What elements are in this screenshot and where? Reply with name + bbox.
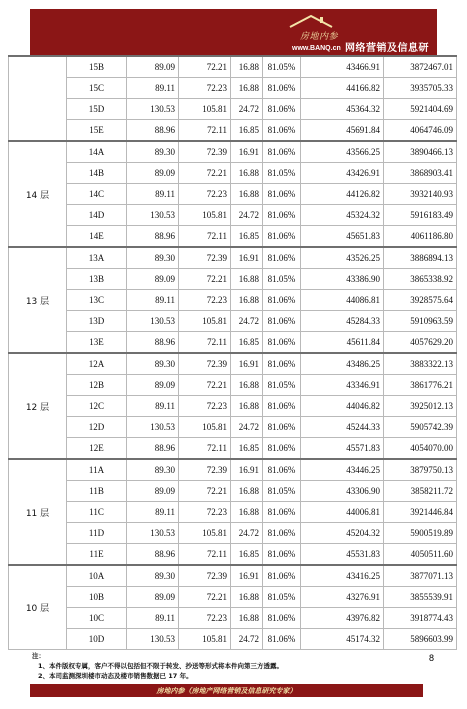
unit-price-cell: 45284.33 <box>301 311 384 332</box>
unit-cell: 12A <box>67 353 127 375</box>
unit-price-cell: 43416.25 <box>301 565 384 587</box>
unit-price-cell: 44006.81 <box>301 502 384 523</box>
table-row <box>9 56 457 78</box>
header-banner <box>30 9 437 55</box>
floor-label: 12 层 <box>9 353 67 459</box>
unit-price-cell: 45364.32 <box>301 99 384 120</box>
area-cell: 89.09 <box>127 163 179 184</box>
total-price-cell: 5921404.69 <box>384 99 457 120</box>
unit-price-cell: 45691.84 <box>301 120 384 142</box>
usable-area-cell: 72.39 <box>179 141 231 163</box>
unit-price-cell: 43486.25 <box>301 353 384 375</box>
usable-area-cell: 72.23 <box>179 184 231 205</box>
floor-label: 11 层 <box>9 459 67 565</box>
logo-text: 房地内参 <box>300 31 339 41</box>
unit-cell: 15C <box>67 78 127 99</box>
table-row <box>9 459 457 481</box>
table-row <box>9 120 457 142</box>
notes-section <box>30 651 423 685</box>
usable-area-cell: 72.11 <box>179 226 231 248</box>
table-row <box>9 205 457 226</box>
usable-area-cell: 72.21 <box>179 163 231 184</box>
unit-price-table <box>8 55 457 650</box>
unit-price-cell: 43466.91 <box>301 56 384 78</box>
area-cell: 89.30 <box>127 353 179 375</box>
ratio-cell: 81.05% <box>263 56 301 78</box>
shared-area-cell: 16.91 <box>231 565 263 587</box>
unit-cell: 14A <box>67 141 127 163</box>
area-cell: 89.11 <box>127 608 179 629</box>
ratio-cell: 81.06% <box>263 438 301 460</box>
shared-area-cell: 24.72 <box>231 99 263 120</box>
table-row <box>9 247 457 269</box>
table-row <box>9 269 457 290</box>
unit-cell: 11A <box>67 459 127 481</box>
unit-cell: 11D <box>67 523 127 544</box>
unit-price-cell: 45244.33 <box>301 417 384 438</box>
total-price-cell: 3883322.13 <box>384 353 457 375</box>
area-cell: 89.30 <box>127 565 179 587</box>
total-price-cell: 3855539.91 <box>384 587 457 608</box>
banner-title: 网络营销及信息研 <box>345 43 429 54</box>
shared-area-cell: 16.88 <box>231 608 263 629</box>
ratio-cell: 81.05% <box>263 481 301 502</box>
shared-area-cell: 16.91 <box>231 459 263 481</box>
floor-label: 13 层 <box>9 247 67 353</box>
area-cell: 88.96 <box>127 438 179 460</box>
unit-cell: 10B <box>67 587 127 608</box>
ratio-cell: 81.06% <box>263 226 301 248</box>
unit-price-cell: 45611.84 <box>301 332 384 354</box>
usable-area-cell: 72.39 <box>179 459 231 481</box>
shared-area-cell: 16.85 <box>231 332 263 354</box>
total-price-cell: 5905742.39 <box>384 417 457 438</box>
unit-cell: 13A <box>67 247 127 269</box>
total-price-cell: 3890466.13 <box>384 141 457 163</box>
usable-area-cell: 105.81 <box>179 311 231 332</box>
shared-area-cell: 24.72 <box>231 205 263 226</box>
page-number: 8 <box>429 653 435 663</box>
unit-price-cell: 45651.83 <box>301 226 384 248</box>
ratio-cell: 81.06% <box>263 332 301 354</box>
ratio-cell: 81.06% <box>263 459 301 481</box>
area-cell: 89.11 <box>127 396 179 417</box>
total-price-cell: 3858211.72 <box>384 481 457 502</box>
unit-cell: 15E <box>67 120 127 142</box>
total-price-cell: 3879750.13 <box>384 459 457 481</box>
area-cell: 130.53 <box>127 205 179 226</box>
shared-area-cell: 16.85 <box>231 438 263 460</box>
ratio-cell: 81.05% <box>263 269 301 290</box>
shared-area-cell: 16.88 <box>231 56 263 78</box>
table-row <box>9 141 457 163</box>
ratio-cell: 81.06% <box>263 544 301 566</box>
shared-area-cell: 16.85 <box>231 120 263 142</box>
shared-area-cell: 16.88 <box>231 396 263 417</box>
ratio-cell: 81.06% <box>263 290 301 311</box>
area-cell: 88.96 <box>127 120 179 142</box>
usable-area-cell: 72.21 <box>179 481 231 502</box>
ratio-cell: 81.06% <box>263 247 301 269</box>
usable-area-cell: 72.23 <box>179 396 231 417</box>
usable-area-cell: 72.23 <box>179 608 231 629</box>
unit-cell: 10D <box>67 629 127 650</box>
data-table-container <box>8 55 456 647</box>
total-price-cell: 5900519.89 <box>384 523 457 544</box>
unit-cell: 10A <box>67 565 127 587</box>
shared-area-cell: 16.88 <box>231 290 263 311</box>
footer-banner: 房地内参（房地产网络营销及信息研究专家） <box>30 684 423 697</box>
shared-area-cell: 16.88 <box>231 375 263 396</box>
ratio-cell: 81.06% <box>263 120 301 142</box>
area-cell: 89.09 <box>127 269 179 290</box>
shared-area-cell: 16.88 <box>231 481 263 502</box>
unit-price-cell: 43276.91 <box>301 587 384 608</box>
table-row <box>9 565 457 587</box>
total-price-cell: 3877071.13 <box>384 565 457 587</box>
table-row <box>9 629 457 650</box>
table-row <box>9 502 457 523</box>
unit-cell: 14C <box>67 184 127 205</box>
table-row <box>9 184 457 205</box>
area-cell: 89.09 <box>127 587 179 608</box>
total-price-cell: 3921446.84 <box>384 502 457 523</box>
unit-price-cell: 43426.91 <box>301 163 384 184</box>
unit-price-cell: 44166.82 <box>301 78 384 99</box>
note-line-2: 2、本司监测深圳楼市动态及楼市销售数据已 17 年。 <box>38 672 193 680</box>
shared-area-cell: 24.72 <box>231 311 263 332</box>
ratio-cell: 81.06% <box>263 205 301 226</box>
unit-cell: 13C <box>67 290 127 311</box>
unit-price-cell: 43306.90 <box>301 481 384 502</box>
total-price-cell: 3872467.01 <box>384 56 457 78</box>
area-cell: 130.53 <box>127 417 179 438</box>
ratio-cell: 81.05% <box>263 163 301 184</box>
table-row <box>9 78 457 99</box>
area-cell: 89.09 <box>127 56 179 78</box>
table-row <box>9 608 457 629</box>
table-row <box>9 311 457 332</box>
unit-price-cell: 45531.83 <box>301 544 384 566</box>
table-row <box>9 523 457 544</box>
table-row <box>9 99 457 120</box>
ratio-cell: 81.06% <box>263 184 301 205</box>
unit-cell: 15D <box>67 99 127 120</box>
shared-area-cell: 16.88 <box>231 163 263 184</box>
total-price-cell: 5910963.59 <box>384 311 457 332</box>
ratio-cell: 81.06% <box>263 523 301 544</box>
area-cell: 89.11 <box>127 290 179 311</box>
ratio-cell: 81.05% <box>263 587 301 608</box>
note-line-1: 1、本件版权专属，客户不得以包括但不限于转发、抄送等形式将本件向第三方透露。 <box>38 662 284 670</box>
floor-label: 14 层 <box>9 141 67 247</box>
usable-area-cell: 72.21 <box>179 269 231 290</box>
shared-area-cell: 16.91 <box>231 141 263 163</box>
usable-area-cell: 72.21 <box>179 587 231 608</box>
floor-label <box>9 56 67 141</box>
ratio-cell: 81.06% <box>263 353 301 375</box>
usable-area-cell: 72.23 <box>179 78 231 99</box>
usable-area-cell: 72.21 <box>179 56 231 78</box>
total-price-cell: 3935705.33 <box>384 78 457 99</box>
total-price-cell: 3886894.13 <box>384 247 457 269</box>
area-cell: 89.09 <box>127 375 179 396</box>
table-row <box>9 438 457 460</box>
shared-area-cell: 16.88 <box>231 502 263 523</box>
usable-area-cell: 105.81 <box>179 99 231 120</box>
usable-area-cell: 72.11 <box>179 332 231 354</box>
unit-price-cell: 44086.81 <box>301 290 384 311</box>
table-row <box>9 481 457 502</box>
total-price-cell: 4057629.20 <box>384 332 457 354</box>
table-row <box>9 290 457 311</box>
ratio-cell: 81.06% <box>263 396 301 417</box>
unit-cell: 13B <box>67 269 127 290</box>
area-cell: 130.53 <box>127 629 179 650</box>
ratio-cell: 81.06% <box>263 78 301 99</box>
unit-price-cell: 45571.83 <box>301 438 384 460</box>
usable-area-cell: 105.81 <box>179 417 231 438</box>
shared-area-cell: 16.91 <box>231 247 263 269</box>
area-cell: 89.11 <box>127 78 179 99</box>
total-price-cell: 3918774.43 <box>384 608 457 629</box>
total-price-cell: 3925012.13 <box>384 396 457 417</box>
unit-price-cell: 44126.82 <box>301 184 384 205</box>
total-price-cell: 3861776.21 <box>384 375 457 396</box>
table-row <box>9 587 457 608</box>
usable-area-cell: 72.23 <box>179 290 231 311</box>
ratio-cell: 81.06% <box>263 141 301 163</box>
shared-area-cell: 16.85 <box>231 226 263 248</box>
usable-area-cell: 72.11 <box>179 438 231 460</box>
area-cell: 89.30 <box>127 459 179 481</box>
usable-area-cell: 72.11 <box>179 544 231 566</box>
total-price-cell: 4050511.60 <box>384 544 457 566</box>
unit-cell: 14E <box>67 226 127 248</box>
table-row <box>9 375 457 396</box>
table-row <box>9 163 457 184</box>
usable-area-cell: 72.39 <box>179 353 231 375</box>
unit-cell: 11C <box>67 502 127 523</box>
ratio-cell: 81.06% <box>263 99 301 120</box>
unit-cell: 14B <box>67 163 127 184</box>
shared-area-cell: 16.85 <box>231 544 263 566</box>
total-price-cell: 3865338.92 <box>384 269 457 290</box>
shared-area-cell: 16.88 <box>231 78 263 99</box>
unit-price-cell: 45204.32 <box>301 523 384 544</box>
table-row <box>9 396 457 417</box>
notes-heading: 注： <box>32 652 45 660</box>
usable-area-cell: 72.21 <box>179 375 231 396</box>
area-cell: 89.30 <box>127 141 179 163</box>
unit-price-cell: 45324.32 <box>301 205 384 226</box>
unit-cell: 12D <box>67 417 127 438</box>
unit-cell: 12E <box>67 438 127 460</box>
shared-area-cell: 16.88 <box>231 269 263 290</box>
shared-area-cell: 16.88 <box>231 184 263 205</box>
ratio-cell: 81.06% <box>263 565 301 587</box>
total-price-cell: 4054070.00 <box>384 438 457 460</box>
area-cell: 88.96 <box>127 544 179 566</box>
unit-price-cell: 43386.90 <box>301 269 384 290</box>
ratio-cell: 81.06% <box>263 417 301 438</box>
total-price-cell: 3868903.41 <box>384 163 457 184</box>
shared-area-cell: 16.88 <box>231 587 263 608</box>
area-cell: 88.96 <box>127 332 179 354</box>
usable-area-cell: 105.81 <box>179 523 231 544</box>
unit-cell: 11E <box>67 544 127 566</box>
floor-label: 10 层 <box>9 565 67 650</box>
unit-cell: 15B <box>67 56 127 78</box>
area-cell: 89.11 <box>127 184 179 205</box>
unit-price-cell: 43566.25 <box>301 141 384 163</box>
ratio-cell: 81.06% <box>263 502 301 523</box>
usable-area-cell: 105.81 <box>179 205 231 226</box>
table-row <box>9 417 457 438</box>
table-row <box>9 353 457 375</box>
area-cell: 89.11 <box>127 502 179 523</box>
shared-area-cell: 16.91 <box>231 353 263 375</box>
usable-area-cell: 72.39 <box>179 565 231 587</box>
shared-area-cell: 24.72 <box>231 629 263 650</box>
unit-price-cell: 43526.25 <box>301 247 384 269</box>
area-cell: 130.53 <box>127 99 179 120</box>
usable-area-cell: 72.23 <box>179 502 231 523</box>
unit-cell: 12C <box>67 396 127 417</box>
area-cell: 130.53 <box>127 523 179 544</box>
table-row <box>9 332 457 354</box>
site-url: www.BANQ.cn <box>292 45 341 52</box>
unit-price-cell: 43976.82 <box>301 608 384 629</box>
total-price-cell: 3932140.93 <box>384 184 457 205</box>
area-cell: 130.53 <box>127 311 179 332</box>
area-cell: 89.09 <box>127 481 179 502</box>
area-cell: 89.30 <box>127 247 179 269</box>
unit-price-cell: 45174.32 <box>301 629 384 650</box>
ratio-cell: 81.06% <box>263 608 301 629</box>
ratio-cell: 81.05% <box>263 375 301 396</box>
unit-cell: 11B <box>67 481 127 502</box>
total-price-cell: 4061186.80 <box>384 226 457 248</box>
ratio-cell: 81.06% <box>263 311 301 332</box>
unit-cell: 12B <box>67 375 127 396</box>
usable-area-cell: 105.81 <box>179 629 231 650</box>
unit-cell: 13D <box>67 311 127 332</box>
usable-area-cell: 72.39 <box>179 247 231 269</box>
usable-area-cell: 72.11 <box>179 120 231 142</box>
ratio-cell: 81.06% <box>263 629 301 650</box>
table-row <box>9 544 457 566</box>
unit-cell: 14D <box>67 205 127 226</box>
table-row <box>9 226 457 248</box>
total-price-cell: 4064746.09 <box>384 120 457 142</box>
total-price-cell: 5916183.49 <box>384 205 457 226</box>
shared-area-cell: 24.72 <box>231 417 263 438</box>
unit-cell: 10C <box>67 608 127 629</box>
shared-area-cell: 24.72 <box>231 523 263 544</box>
unit-price-cell: 44046.82 <box>301 396 384 417</box>
unit-cell: 13E <box>67 332 127 354</box>
total-price-cell: 5896603.99 <box>384 629 457 650</box>
total-price-cell: 3928575.64 <box>384 290 457 311</box>
unit-price-cell: 43446.25 <box>301 459 384 481</box>
unit-price-cell: 43346.91 <box>301 375 384 396</box>
area-cell: 88.96 <box>127 226 179 248</box>
